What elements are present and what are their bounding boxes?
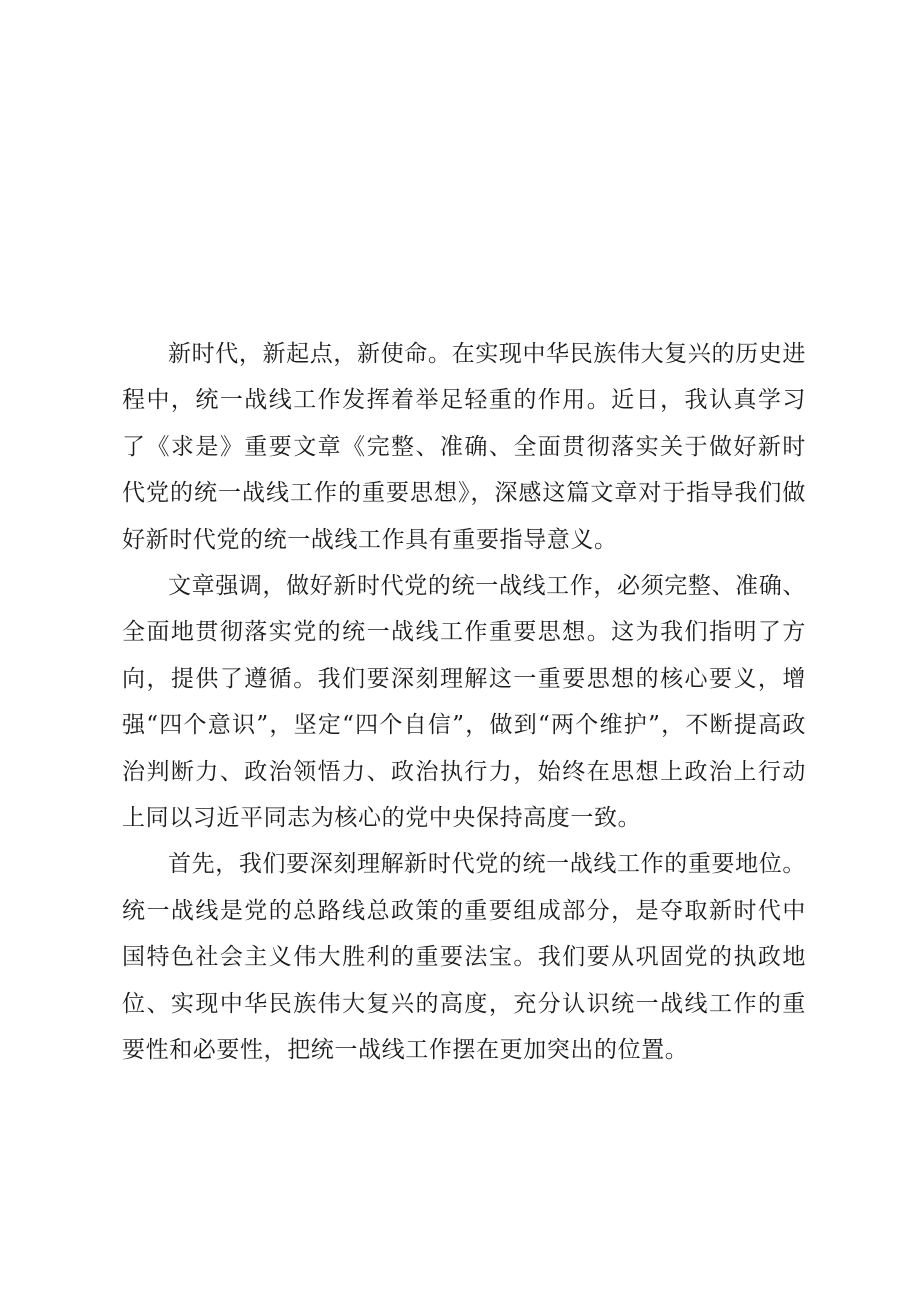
paragraph-1: 新时代，新起点，新使命。在实现中华民族伟大复兴的历史进程中，统一战线工作发挥着举足轻重的作用。近日，我认真学习了《求是》重要文章《完整、准确、全面贯彻落实关于做好新时代党的统一战线工作的重要思想》，深感这篇文章对于指导我们做好新时代党的统一战线工作具有重要指导意义。: [122, 341, 806, 553]
paragraph-2: 文章强调，做好新时代党的统一战线工作，必须完整、准确、全面地贯彻落实党的统一战线工作重要思想。这为我们指明了方向，提供了遵循。我们要深刻理解这一重要思想的核心要义，增强“四个意识”，坚定“四个自信”，做到“两个维护”，不断提高政治判断力、政治领悟力、政治执行力，始终在思想上政治上行动上同以习近平同志为核心的党中央保持高度一致。: [122, 573, 806, 832]
document-body: [122, 331, 806, 1074]
paragraph-3: 首先，我们要深刻理解新时代党的统一战线工作的重要地位。统一战线是党的总路线总政策的重要组成部分，是夺取新时代中国特色社会主义伟大胜利的重要法宝。我们要从巩固党的执政地位、实现中华民族伟大复兴的高度，充分认识统一战线工作的重要性和必要性，把统一战线工作摆在更加突出的位置。: [122, 851, 806, 1064]
